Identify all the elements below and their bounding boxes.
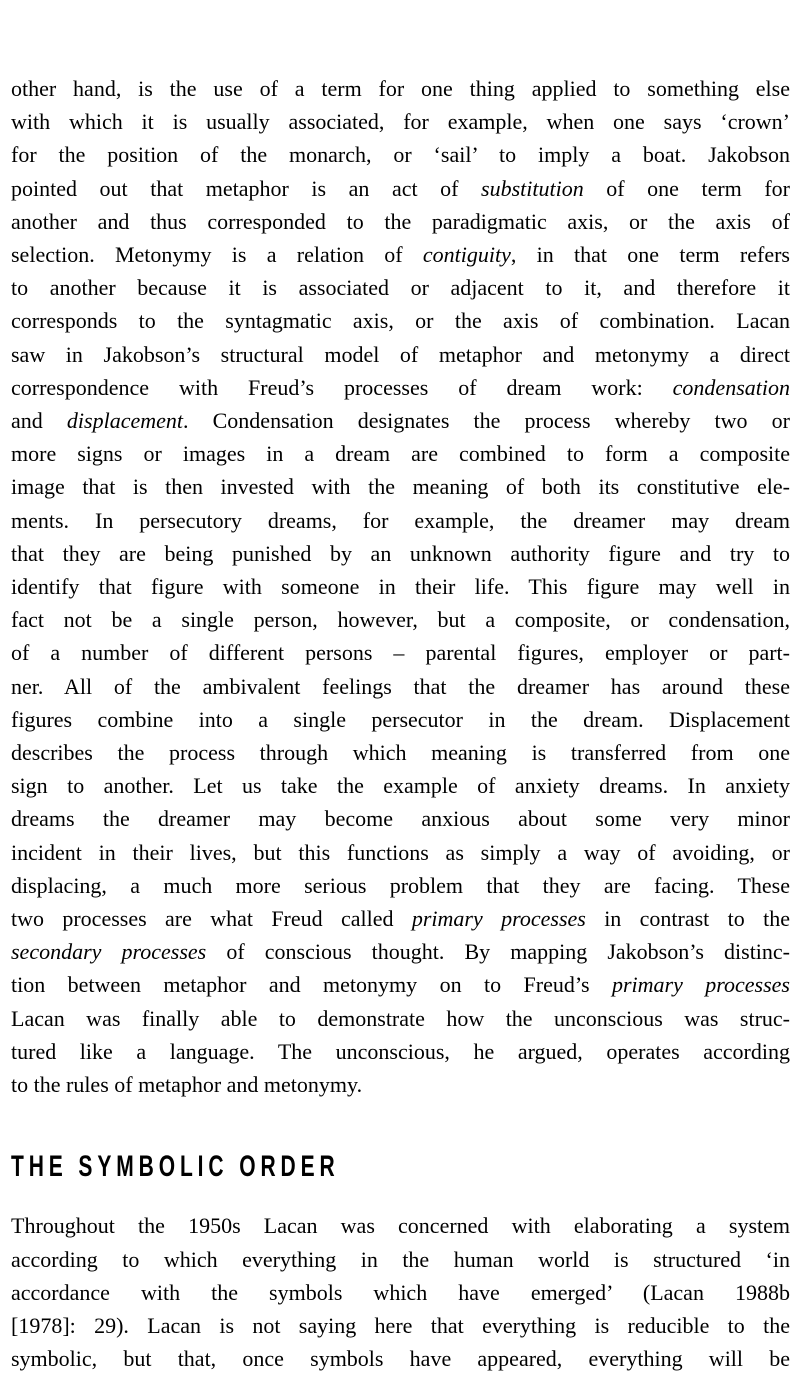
italic-term: substitution [481, 175, 584, 201]
text-line [11, 537, 790, 570]
text-segment: correspondence with Freud’s processes of dream work: [11, 374, 673, 400]
text-line [11, 1209, 790, 1242]
text-segment: of one term for [583, 175, 791, 201]
text-segment: tured like a language. The unconscious, he argued, operates according [11, 1038, 790, 1064]
text-segment: Lacan was finally able to demonstrate how the unconscious was struc- [11, 1005, 790, 1031]
text-segment: selection. Metonymy is a relation of [11, 242, 423, 268]
text-line [11, 968, 790, 1001]
text-segment: to another because it is associated or adjacent to it, and therefore it [11, 275, 790, 301]
text-line [11, 172, 790, 205]
text-line [11, 304, 790, 337]
text-line [11, 935, 790, 968]
text-block [11, 72, 790, 1375]
text-line [11, 437, 790, 470]
text-line [11, 836, 790, 869]
section-heading: THE SYMBOLIC ORDER [11, 1150, 340, 1184]
text-segment: accordance with the symbols which have emerged’ (Lacan 1988b [11, 1279, 790, 1305]
text-line [11, 1035, 790, 1068]
text-line [11, 470, 790, 503]
text-segment: ments. In persecutory dreams, for example, the dreamer may dream [11, 507, 790, 533]
paragraph-symbolic-order [11, 1209, 790, 1375]
text-line [11, 769, 790, 802]
italic-term: displacement [66, 408, 183, 434]
text-segment: with which it is usually associated, for example, when one says ‘crown’ [11, 109, 790, 135]
italic-term: contiguity [422, 242, 511, 268]
text-line [11, 703, 790, 736]
text-line [11, 636, 790, 669]
text-segment: saw in Jakobson’s structural model of metaphor and metonymy a direct [11, 341, 790, 367]
text-line [11, 72, 790, 105]
text-segment: other hand, is the use of a term for one thing applied to something else [11, 76, 790, 101]
text-line [11, 1002, 790, 1035]
text-line [11, 802, 790, 835]
text-segment: tion between metaphor and metonymy on to Freud’s [11, 972, 612, 998]
text-segment: ner. All of the ambivalent feelings that the dreamer has around these [11, 673, 790, 699]
text-line [11, 338, 790, 371]
text-segment: identify that figure with someone in their life. This figure may well in [11, 574, 790, 600]
text-segment: corresponds to the syntagmatic axis, or the axis of combination. Lacan [11, 308, 790, 334]
text-line [11, 1068, 790, 1101]
text-segment: and [11, 408, 67, 434]
text-line [11, 869, 790, 902]
text-line [11, 271, 790, 304]
text-segment: figures combine into a single persecutor in the dream. Displacement [11, 706, 790, 732]
text-segment: image that is then invested with the meaning of both its constitutive ele- [11, 474, 790, 500]
text-segment: another and thus corresponded to the paradigmatic axis, or the axis of [11, 208, 790, 234]
text-line [11, 603, 790, 636]
text-segment: [1978]: 29). Lacan is not saying here that everything is reducible to the [11, 1312, 790, 1338]
text-line [11, 570, 790, 603]
text-segment: displacing, a much more serious problem that they are facing. These [11, 872, 790, 898]
text-line [11, 404, 790, 437]
paragraph-dream-work [11, 72, 790, 1101]
text-line [11, 1276, 790, 1309]
text-segment: that they are being punished by an unknown authority figure and try to [11, 540, 790, 566]
text-segment: for the position of the monarch, or ‘sail’ to imply a boat. Jakobson [11, 142, 790, 168]
text-line [11, 902, 790, 935]
text-segment: sign to another. Let us take the example of anxiety dreams. In anxiety [11, 773, 790, 799]
text-segment: more signs or images in a dream are combined to form a composite [11, 441, 790, 467]
text-segment: . Condensation designates the process whereby two or [183, 408, 790, 434]
text-line [11, 670, 790, 703]
text-line [11, 138, 790, 171]
text-line [11, 1309, 790, 1342]
text-line [11, 205, 790, 238]
text-segment: incident in their lives, but this functions as simply a way of avoiding, or [11, 839, 790, 865]
text-line [11, 105, 790, 138]
text-segment: symbolic, but that, once symbols have appeared, everything will be [11, 1346, 790, 1372]
text-line [11, 1342, 790, 1375]
text-segment: according to which everything in the human world is structured ‘in [11, 1246, 790, 1272]
text-segment: in contrast to the [585, 906, 790, 932]
text-line [11, 371, 790, 404]
text-segment: describes the process through which meaning is transferred from one [11, 740, 790, 766]
text-segment: two processes are what Freud called [11, 906, 412, 932]
text-line [11, 238, 790, 271]
text-segment: of conscious thought. By mapping Jakobson’s distinc- [206, 939, 791, 965]
italic-term: secondary processes [11, 939, 207, 965]
italic-term: condensation [672, 374, 790, 400]
italic-term: primary processes [611, 972, 790, 998]
text-line [11, 1243, 790, 1276]
italic-term: primary processes [411, 906, 586, 932]
text-segment: of a number of different persons – parental figures, employer or part- [11, 640, 790, 666]
text-segment: pointed out that metaphor is an act of [11, 175, 482, 201]
text-segment: fact not be a single person, however, but a composite, or condensation, [11, 607, 790, 633]
text-segment: dreams the dreamer may become anxious about some very minor [11, 806, 790, 832]
text-segment: to the rules of metaphor and metonymy. [11, 1072, 363, 1098]
text-segment: Throughout the 1950s Lacan was concerned with elaborating a system [11, 1213, 790, 1239]
text-line [11, 504, 790, 537]
text-line [11, 736, 790, 769]
text-segment: , in that one term refers [510, 242, 790, 268]
